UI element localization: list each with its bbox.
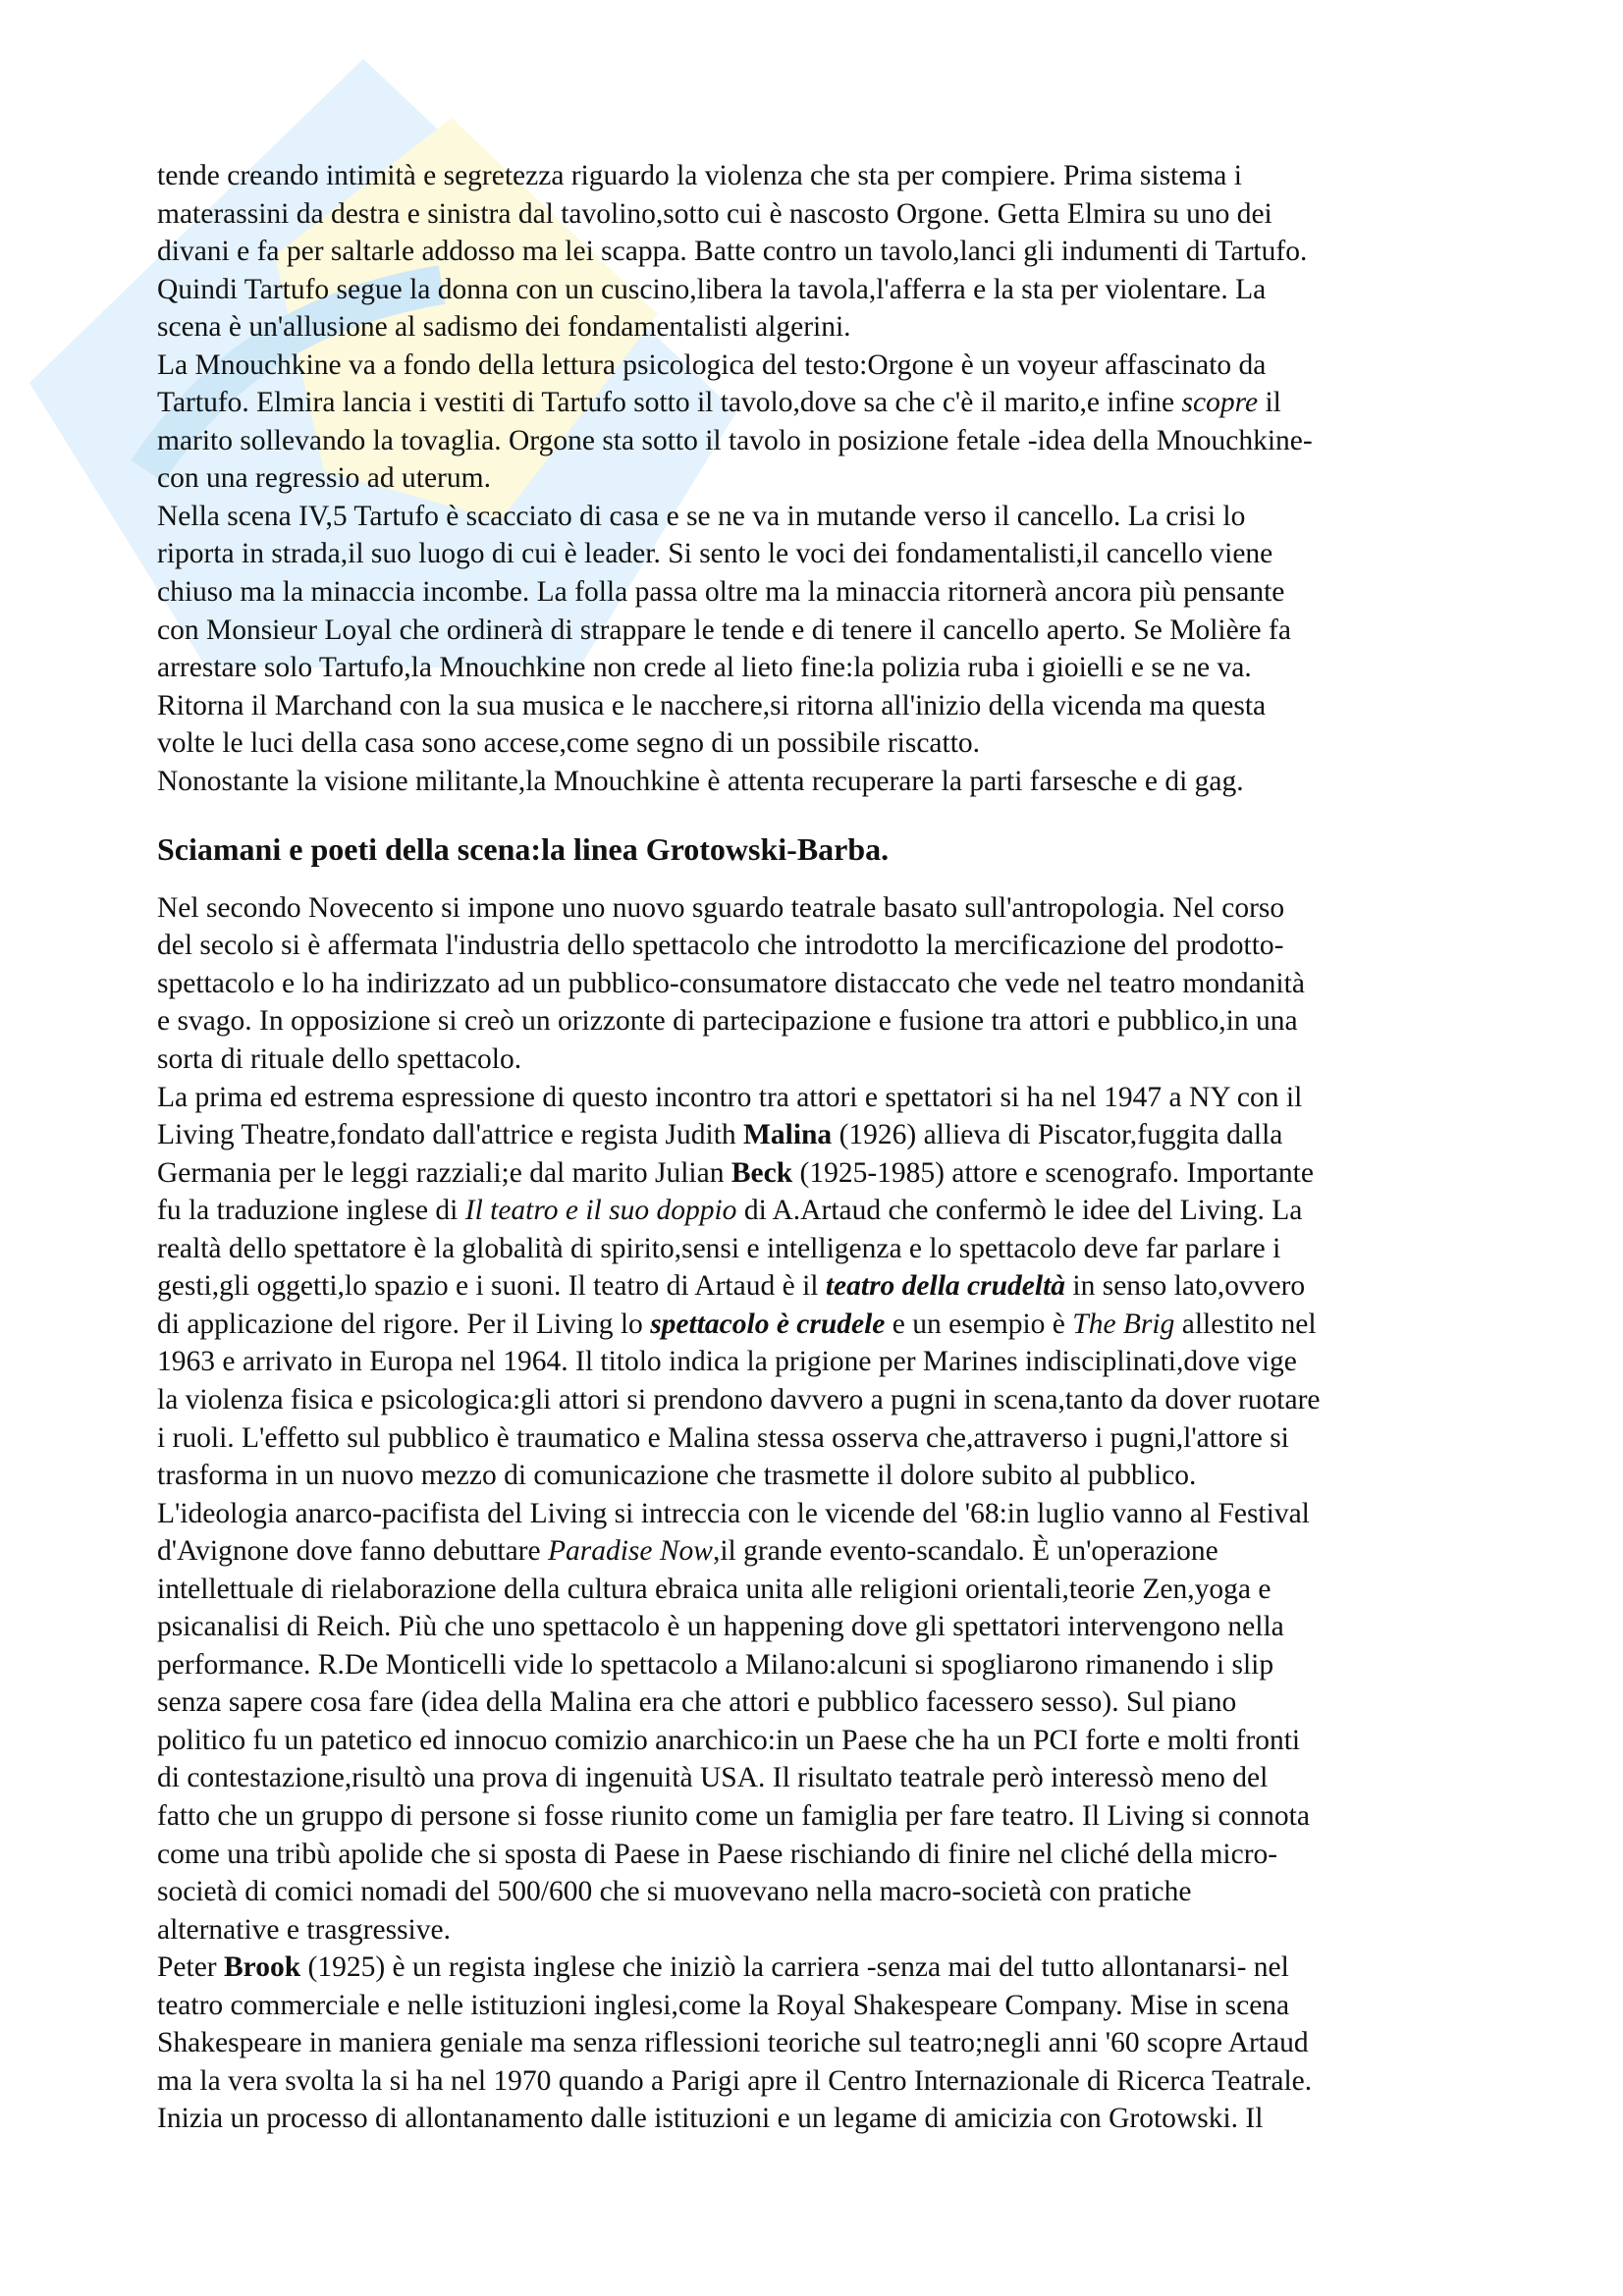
italic-text: scopre: [1181, 387, 1259, 419]
text-run: (1925-1985) attore e scenografo. Importante: [792, 1156, 1314, 1189]
paragraph: [157, 763, 1532, 801]
text-run: Nel secondo Novecento si impone uno nuovo sguardo teatrale basato sull'antropologia. Nel corso: [157, 891, 1285, 924]
text-line: [157, 1457, 1532, 1495]
text-run: del secolo si è affermata l'industria dello spettacolo che introdotto la mercificazione del prodotto-: [157, 930, 1284, 962]
text-run: la violenza fisica e psicologica:gli attori si prendono davvero a pugni in scena,tanto da dover ruotare: [157, 1383, 1321, 1415]
text-line: [157, 1722, 1532, 1760]
text-run: e svago. In opposizione si creò un orizzonte di partecipazione e fusione tra attori e pubblico,in una: [157, 1005, 1298, 1038]
paragraph: [157, 498, 1532, 763]
text-run: chiuso ma la minaccia incombe. La folla passa oltre ma la minaccia ritornerà ancora più pensante: [157, 576, 1285, 609]
text-run: Quindi Tartufo segue la donna con un cuscino,libera la tavola,l'afferra e la sta per violentare. La: [157, 273, 1267, 305]
bold-text: Beck: [730, 1156, 793, 1189]
text-run: con Monsieur Loyal che ordinerà di strappare le tende e di tenere il cancello aperto. Se Molière fa: [157, 614, 1291, 646]
text-run: divani e fa per saltarle addosso ma lei scappa. Batte contro un tavolo,lanci gli indumenti di Tartufo.: [157, 236, 1308, 268]
text-line: [157, 1192, 1532, 1230]
text-line: [157, 2100, 1532, 2138]
text-line: [157, 459, 1532, 498]
text-line: [157, 1419, 1532, 1458]
text-run: gesti,gli oggetti,lo spazio e i suoni. Il teatro di Artaud è il: [157, 1270, 826, 1303]
text-run: ,il grande evento-scandalo. È un'operazione: [712, 1535, 1218, 1568]
text-run: Nella scena IV,5 Tartufo è scacciato di casa e se ne va in mutande verso il cancello. La crisi lo: [157, 500, 1246, 532]
text-line: [157, 535, 1532, 573]
text-line: [157, 1306, 1532, 1344]
text-line: [157, 1381, 1532, 1419]
text-line: [157, 498, 1532, 536]
text-run: alternative e trasgressive.: [157, 1913, 451, 1946]
text-line: [157, 1797, 1532, 1836]
document-page: [157, 157, 1532, 2138]
text-line: [157, 1911, 1532, 1949]
text-run: Germania per le leggi razziali;e dal marito Julian: [157, 1156, 731, 1189]
text-line: [157, 1532, 1532, 1571]
text-line: [157, 233, 1532, 271]
text-line: [157, 1343, 1532, 1381]
text-run: Living Theatre,fondato dall'attrice e regista Judith: [157, 1119, 744, 1151]
paragraph: [157, 1495, 1532, 1949]
text-line: [157, 1759, 1532, 1797]
text-run: allestito nel: [1174, 1308, 1317, 1340]
paragraph: [157, 1949, 1532, 2138]
text-run: il: [1258, 387, 1281, 419]
text-run: Ritorna il Marchand con la sua musica e le nacchere,si ritorna all'inizio della vicenda ma questa: [157, 689, 1267, 721]
text-line: [157, 687, 1532, 725]
text-run: fatto che un gruppo di persone si fosse riunito come un famiglia per fare teatro. Il Living si connota: [157, 1799, 1310, 1832]
text-run: di applicazione del rigore. Per il Living lo: [157, 1308, 651, 1340]
text-run: La prima ed estrema espressione di questo incontro tra attori e spettatori si ha nel 1947 a NY con il: [157, 1081, 1303, 1113]
bold-text: Malina: [743, 1119, 833, 1151]
italic-text: Il teatro e il suo doppio: [464, 1195, 737, 1227]
text-run: intellettuale di rielaborazione della cultura ebraica unita alle religioni orientali,teorie Zen,yoga e: [157, 1573, 1271, 1605]
text-run: senza sapere cosa fare (idea della Malina era che attori e pubblico facessero sesso). Sul piano: [157, 1686, 1237, 1719]
text-line: [157, 1230, 1532, 1268]
text-line: [157, 1987, 1532, 2025]
text-line: [157, 2024, 1532, 2062]
text-run: materassini da destra e sinistra dal tavolino,sotto cui è nascosto Orgone. Getta Elmira su uno dei: [157, 197, 1272, 230]
text-line: [157, 308, 1532, 347]
text-run: Peter: [157, 1951, 224, 1984]
text-run: arrestare solo Tartufo,la Mnouchkine non crede al lieto fine:la polizia ruba i gioielli e se ne va.: [157, 652, 1252, 684]
paragraph: [157, 347, 1532, 498]
text-run: realtà dello spettatore è la globalità di spirito,sensi e intelligenza e lo spettacolo deve far parlare i: [157, 1232, 1281, 1264]
text-line: [157, 889, 1532, 928]
italic-text: Paradise Now: [547, 1535, 713, 1568]
text-run: performance. R.De Monticelli vide lo spettacolo a Milano:alcuni si spogliarono rimanendo i slip: [157, 1648, 1274, 1681]
text-run: trasforma in un nuovo mezzo di comunicazione che trasmette il dolore subito al pubblico.: [157, 1460, 1197, 1492]
text-run: di A.Artaud che confermò le idee del Living. La: [736, 1195, 1303, 1227]
text-line: [157, 1873, 1532, 1911]
text-run: Inizia un processo di allontanamento dalle istituzioni e un legame di amicizia con Grotowski. Il: [157, 2103, 1264, 2135]
text-run: riporta in strada,il suo luogo di cui è leader. Si sento le voci dei fondamentalisti,il cancello viene: [157, 538, 1273, 570]
bold-italic-text: spettacolo è crudele: [650, 1308, 886, 1340]
text-line: [157, 1495, 1532, 1533]
text-run: Shakespeare in maniera geniale ma senza riflessioni teoriche sul teatro;negli anni '60 scopre Artaud: [157, 2027, 1309, 2059]
text-run: psicanalisi di Reich. Più che uno spettacolo è un happening dove gli spettatori intervengono nella: [157, 1611, 1284, 1643]
section-heading: Sciamani e poeti della scena:la linea Grotowski-Barba.: [157, 831, 890, 868]
text-line: [157, 1608, 1532, 1646]
text-run: come una tribù apolide che si sposta di Paese in Paese rischiando di finire nel cliché della micro-: [157, 1838, 1278, 1870]
text-run: i ruoli. L'effetto sul pubblico è traumatico e Malina stessa osserva che,attraverso i pugni,l'attore si: [157, 1421, 1289, 1454]
paragraph: [157, 889, 1532, 1079]
text-line: [157, 195, 1532, 234]
text-run: teatro commerciale e nelle istituzioni inglesi,come la Royal Shakespeare Company. Mise in scena: [157, 1989, 1290, 2021]
text-run: ma la vera svolta la si ha nel 1970 quando a Parigi apre il Centro Internazionale di Ricerca Teatrale.: [157, 2064, 1313, 2097]
text-run: fu la traduzione inglese di: [157, 1195, 465, 1227]
text-run: e un esempio è: [885, 1308, 1073, 1340]
text-line: [157, 965, 1532, 1003]
text-run: società di comici nomadi del 500/600 che si muovevano nella macro-società con pratiche: [157, 1876, 1192, 1908]
text-line: [157, 1079, 1532, 1117]
text-line: [157, 347, 1532, 385]
text-line: [157, 927, 1532, 965]
text-line: [157, 384, 1532, 422]
text-line: [157, 1041, 1532, 1079]
text-run: volte le luci della casa sono accese,come segno di un possibile riscatto.: [157, 727, 981, 760]
text-run: (1925) è un regista inglese che iniziò la carriera -senza mai del tutto allontanarsi- nel: [300, 1951, 1289, 1984]
text-run: d'Avignone dove fanno debuttare: [157, 1535, 548, 1568]
text-line: [157, 1116, 1532, 1154]
text-run: spettacolo e lo ha indirizzato ad un pubblico-consumatore distaccato che vede nel teatro mondanità: [157, 967, 1305, 999]
italic-text: The Brig: [1072, 1308, 1175, 1340]
text-line: [157, 271, 1532, 309]
text-line: [157, 1154, 1532, 1193]
text-run: Tartufo. Elmira lancia i vestiti di Tartufo sotto il tavolo,dove sa che c'è il marito,e infine: [157, 387, 1182, 419]
text-line: [157, 649, 1532, 687]
text-line: [157, 763, 1532, 801]
paragraph: [157, 157, 1532, 347]
text-line: [157, 1949, 1532, 1987]
text-line: [157, 1683, 1532, 1722]
text-line: [157, 724, 1532, 763]
text-line: [157, 573, 1532, 612]
text-line: [157, 1267, 1532, 1306]
paragraph: [157, 1079, 1532, 1495]
text-run: La Mnouchkine va a fondo della lettura psicologica del testo:Orgone è un voyeur affascinato da: [157, 348, 1267, 381]
text-run: L'ideologia anarco-pacifista del Living si intreccia con le vicende del '68:in luglio vanno al Festival: [157, 1497, 1310, 1529]
text-line: [157, 1002, 1532, 1041]
text-line: [157, 612, 1532, 650]
text-line: [157, 2062, 1532, 2101]
text-run: politico fu un patetico ed innocuo comizio anarchico:in un Paese che ha un PCI forte e molti fronti: [157, 1724, 1301, 1756]
bold-italic-text: teatro della crudeltà: [825, 1270, 1066, 1303]
text-run: in senso lato,ovvero: [1065, 1270, 1306, 1303]
text-line: [157, 157, 1532, 195]
text-run: di contestazione,risultò una prova di ingenuità USA. Il risultato teatrale però interessò meno del: [157, 1762, 1269, 1794]
text-run: (1926) allieva di Piscator,fuggita dalla: [832, 1119, 1283, 1151]
text-line: [157, 1571, 1532, 1609]
text-run: scena è un'allusione al sadismo dei fondamentalisti algerini.: [157, 311, 851, 344]
text-run: marito sollevando la tovaglia. Orgone sta sotto il tavolo in posizione fetale -idea della Mnouchkine-: [157, 424, 1313, 456]
text-line: [157, 1646, 1532, 1684]
text-run: 1963 e arrivato in Europa nel 1964. Il titolo indica la prigione per Marines indisciplinati,dove vige: [157, 1346, 1297, 1378]
bold-text: Brook: [224, 1951, 301, 1984]
text-run: tende creando intimità e segretezza riguardo la violenza che sta per compiere. Prima sistema i: [157, 160, 1242, 191]
text-run: sorta di rituale dello spettacolo.: [157, 1043, 522, 1076]
text-line: [157, 1836, 1532, 1874]
text-run: Nonostante la visione militante,la Mnouchkine è attenta recuperare la parti farsesche e di gag.: [157, 765, 1244, 797]
text-run: con una regressio ad uterum.: [157, 462, 491, 495]
text-line: [157, 422, 1532, 460]
